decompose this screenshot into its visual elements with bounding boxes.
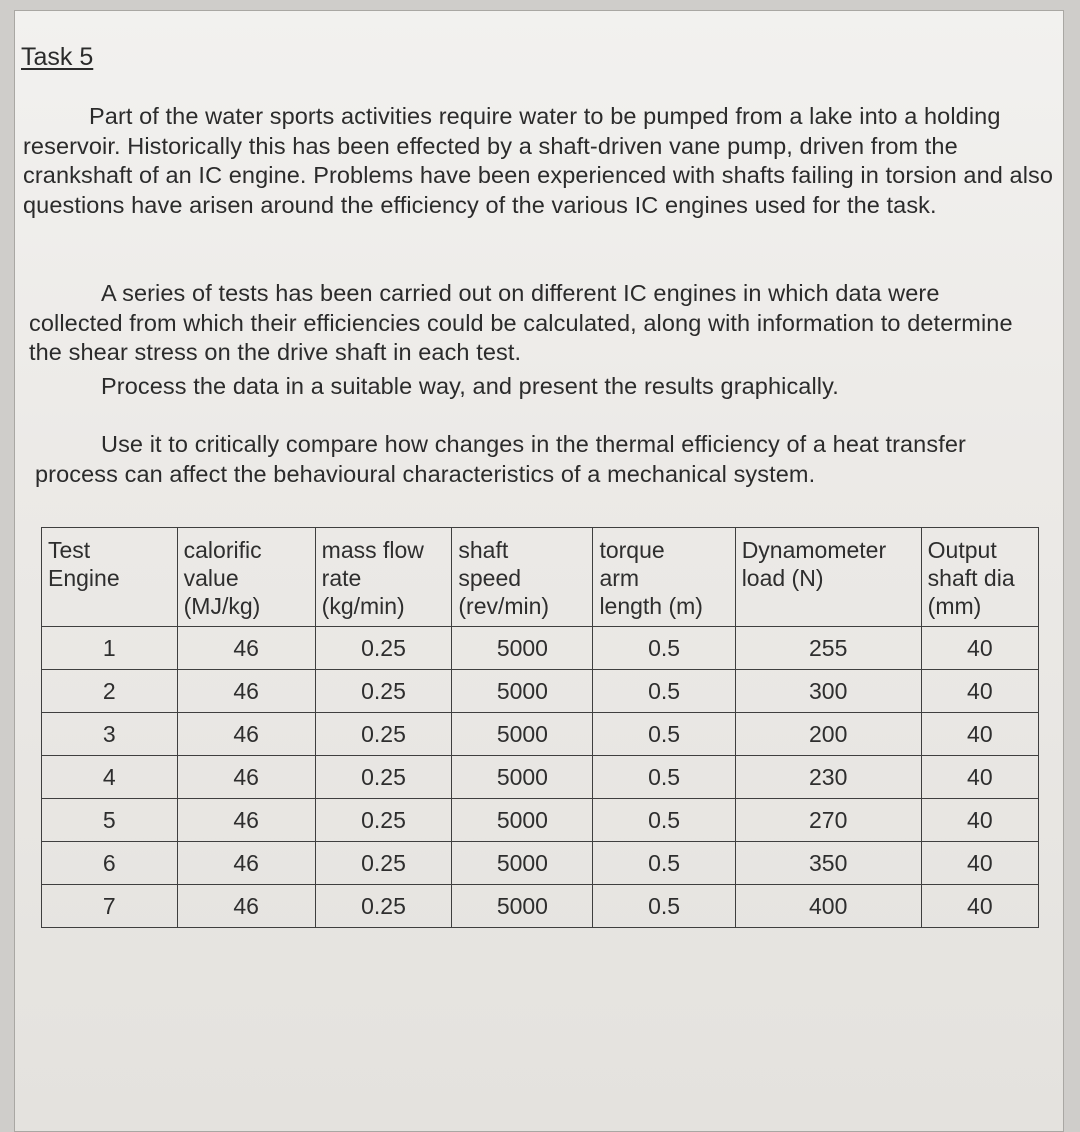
header-test-engine [42,528,178,627]
table-row [42,670,1039,713]
paragraph-tests-text: A series of tests has been carried out on different IC engines in which data were collected from which their efficiencies could be calculated, along with information to determine the shear stress on the drive shaft in each test. [29,280,1013,365]
cell-output-shaft-dia: 40 [921,627,1038,670]
table-row [42,627,1039,670]
table-body [42,627,1039,928]
cell-shaft-speed: 5000 [452,799,593,842]
cell-mass-flow-rate: 0.25 [315,799,452,842]
header-line: Test [48,537,91,563]
cell-dynamometer-load: 230 [735,756,921,799]
header-dynamometer-load [735,528,921,627]
cell-mass-flow-rate: 0.25 [315,842,452,885]
header-mass-flow-rate [315,528,452,627]
cell-torque-arm-length: 0.5 [593,713,735,756]
cell-calorific-value: 46 [177,885,315,928]
cell-shaft-speed: 5000 [452,627,593,670]
header-calorific-value [177,528,315,627]
header-line: Dynamometer [741,537,887,563]
header-torque-arm-length [593,528,735,627]
header-line: Engine [48,565,120,591]
cell-output-shaft-dia: 40 [921,799,1038,842]
cell-calorific-value: 46 [177,799,315,842]
cell-calorific-value: 46 [177,713,315,756]
cell-calorific-value: 46 [177,627,315,670]
cell-output-shaft-dia: 40 [921,713,1038,756]
cell-dynamometer-load: 400 [735,885,921,928]
cell-test-engine: 5 [42,799,178,842]
header-line: shaft dia [927,565,1015,591]
table-row [42,885,1039,928]
paragraph-compare [35,430,1055,489]
cell-torque-arm-length: 0.5 [593,799,735,842]
header-line: (rev/min) [458,593,550,619]
cell-shaft-speed: 5000 [452,670,593,713]
cell-mass-flow-rate: 0.25 [315,756,452,799]
cell-shaft-speed: 5000 [452,842,593,885]
header-line: Output [927,537,997,563]
cell-test-engine: 2 [42,670,178,713]
header-line: (mm) [927,593,982,619]
paragraph-tests [29,279,1039,368]
cell-mass-flow-rate: 0.25 [315,713,452,756]
header-line: arm [599,565,640,591]
cell-shaft-speed: 5000 [452,756,593,799]
cell-mass-flow-rate: 0.25 [315,670,452,713]
paragraph-background-text: Part of the water sports activities require water to be pumped from a lake into a holding reservoir. Historically this has been effected by a shaft-driven vane pump, driven from the crankshaft of an IC engine. Problems have been experienced with shafts failing in torsion and also questions have arisen around the efficiency of the various IC engines used for the task. [23,103,1054,218]
table-header-row [42,528,1039,627]
cell-test-engine: 3 [42,713,178,756]
table-row [42,756,1039,799]
paragraph-background [23,102,1063,220]
table-row [42,842,1039,885]
table-row [42,799,1039,842]
cell-shaft-speed: 5000 [452,713,593,756]
cell-output-shaft-dia: 40 [921,756,1038,799]
header-shaft-speed [452,528,593,627]
header-line: load (N) [741,565,824,591]
cell-test-engine: 1 [42,627,178,670]
header-line: calorific [183,537,262,563]
document-page [14,10,1064,1132]
cell-dynamometer-load: 200 [735,713,921,756]
header-line: length (m) [599,593,703,619]
header-line: rate [321,565,362,591]
cell-dynamometer-load: 270 [735,799,921,842]
cell-output-shaft-dia: 40 [921,842,1038,885]
cell-output-shaft-dia: 40 [921,670,1038,713]
cell-calorific-value: 46 [177,670,315,713]
cell-dynamometer-load: 255 [735,627,921,670]
header-line: mass flow [321,537,424,563]
cell-dynamometer-load: 300 [735,670,921,713]
paragraph-process: Process the data in a suitable way, and present the results graphically. [101,373,839,399]
header-line: shaft [458,537,509,563]
cell-calorific-value: 46 [177,842,315,885]
table-row [42,713,1039,756]
header-line: (MJ/kg) [183,593,261,619]
cell-test-engine: 4 [42,756,178,799]
test-data-table [41,527,1039,928]
cell-output-shaft-dia: 40 [921,885,1038,928]
cell-calorific-value: 46 [177,756,315,799]
paragraph-compare-text: Use it to critically compare how changes in the thermal efficiency of a heat transfer process can affect the behavioural characteristics of a mechanical system. [35,431,966,487]
header-output-shaft-dia [921,528,1038,627]
cell-torque-arm-length: 0.5 [593,842,735,885]
header-line: value [183,565,239,591]
cell-torque-arm-length: 0.5 [593,885,735,928]
cell-torque-arm-length: 0.5 [593,627,735,670]
cell-mass-flow-rate: 0.25 [315,885,452,928]
header-line: torque [599,537,665,563]
header-line: (kg/min) [321,593,405,619]
cell-test-engine: 7 [42,885,178,928]
cell-torque-arm-length: 0.5 [593,756,735,799]
header-line: speed [458,565,522,591]
cell-torque-arm-length: 0.5 [593,670,735,713]
cell-shaft-speed: 5000 [452,885,593,928]
cell-test-engine: 6 [42,842,178,885]
task-title: Task 5 [21,43,94,71]
cell-dynamometer-load: 350 [735,842,921,885]
cell-mass-flow-rate: 0.25 [315,627,452,670]
